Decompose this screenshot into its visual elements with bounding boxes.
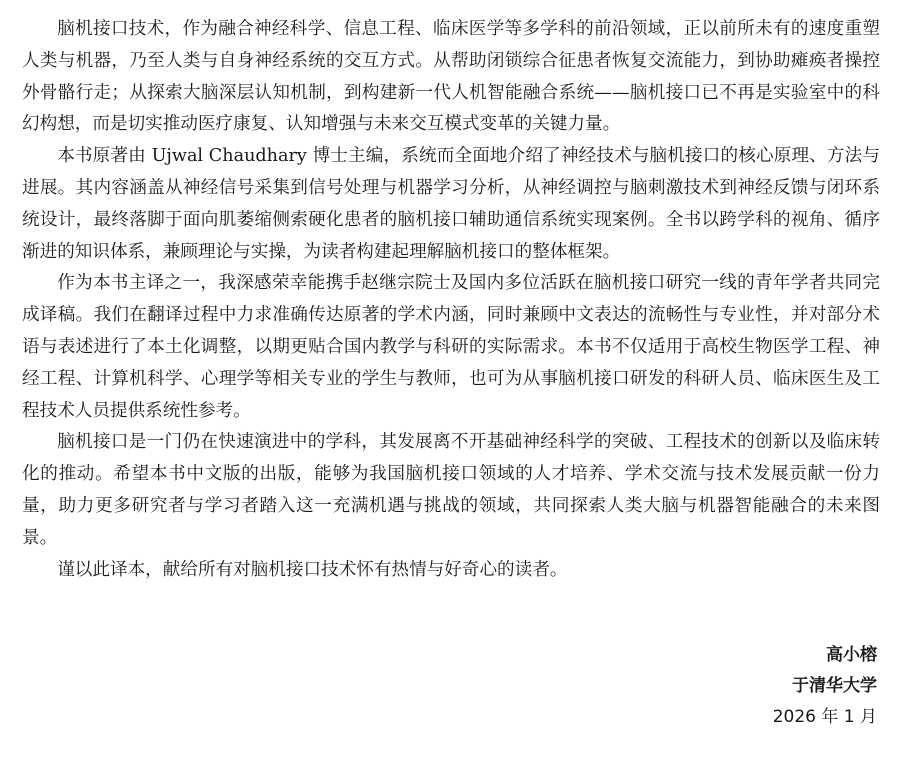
preface-paragraph-4: 脑机接口是一门仍在快速演进中的学科，其发展离不开基础神经科学的突破、工程技术的创新以及临床转化的推动。希望本书中文版的出版，能够为我国脑机接口领域的人才培养、学术交流与技术发展贡献一份力量，助力更多研究者与学习者踏入这一充满机遇与挑战的领域，共同探索人类大脑与机器智能融合的未来图景。	[22, 432, 880, 548]
preface-paragraph-3: 作为本书主译之一，我深感荣幸能携手赵继宗院士及国内多位活跃在脑机接口研究一线的青年学者共同完成译稿。我们在翻译过程中力求准确传达原著的学术内涵，同时兼顾中文表达的流畅性与专业性，并对部分术语与表述进行了本土化调整，以期更贴合国内教学与科研的实际需求。本书不仅适用于高校生物医学工程、神经工程、计算机科学、心理学等相关专业的学生与教师，也可为从事脑机接口研发的科研人员、临床医生及工程技术人员提供系统性参考。	[22, 273, 880, 421]
preface-body	[22, 14, 880, 586]
translator-affiliation: 于清华大学	[792, 676, 877, 696]
signature-block	[773, 640, 877, 733]
preface-paragraph-2: 本书原著由 Ujwal Chaudhary 博士主编，系统而全面地介绍了神经技术与脑机接口的核心原理、方法与进展。其内容涵盖从神经信号采集到信号处理与机器学习分析，从神经调控与脑刺激技术到神经反馈与闭环系统设计，最终落脚于面向肌萎缩侧索硬化患者的脑机接口辅助通信系统实现案例。全书以跨学科的视角、循序渐进的知识体系，兼顾理论与实操，为读者构建起理解脑机接口的整体框架。	[22, 146, 880, 262]
preface-paragraph-1: 脑机接口技术，作为融合神经科学、信息工程、临床医学等多学科的前沿领域，正以前所未有的速度重塑人类与机器，乃至人类与自身神经系统的交互方式。从帮助闭锁综合征患者恢复交流能力，到协助瘫痪者操控外骨骼行走；从探索大脑深层认知机制，到构建新一代人机智能融合系统——脑机接口已不再是实验室中的科幻构想，而是切实推动医疗康复、认知增强与未来交互模式变革的关键力量。	[22, 19, 880, 135]
signature-date: 2026 年 1 月	[772, 707, 877, 727]
translator-name: 高小榕	[826, 645, 877, 665]
preface-paragraph-5: 谨以此译本，献给所有对脑机接口技术怀有热情与好奇心的读者。	[57, 559, 568, 580]
